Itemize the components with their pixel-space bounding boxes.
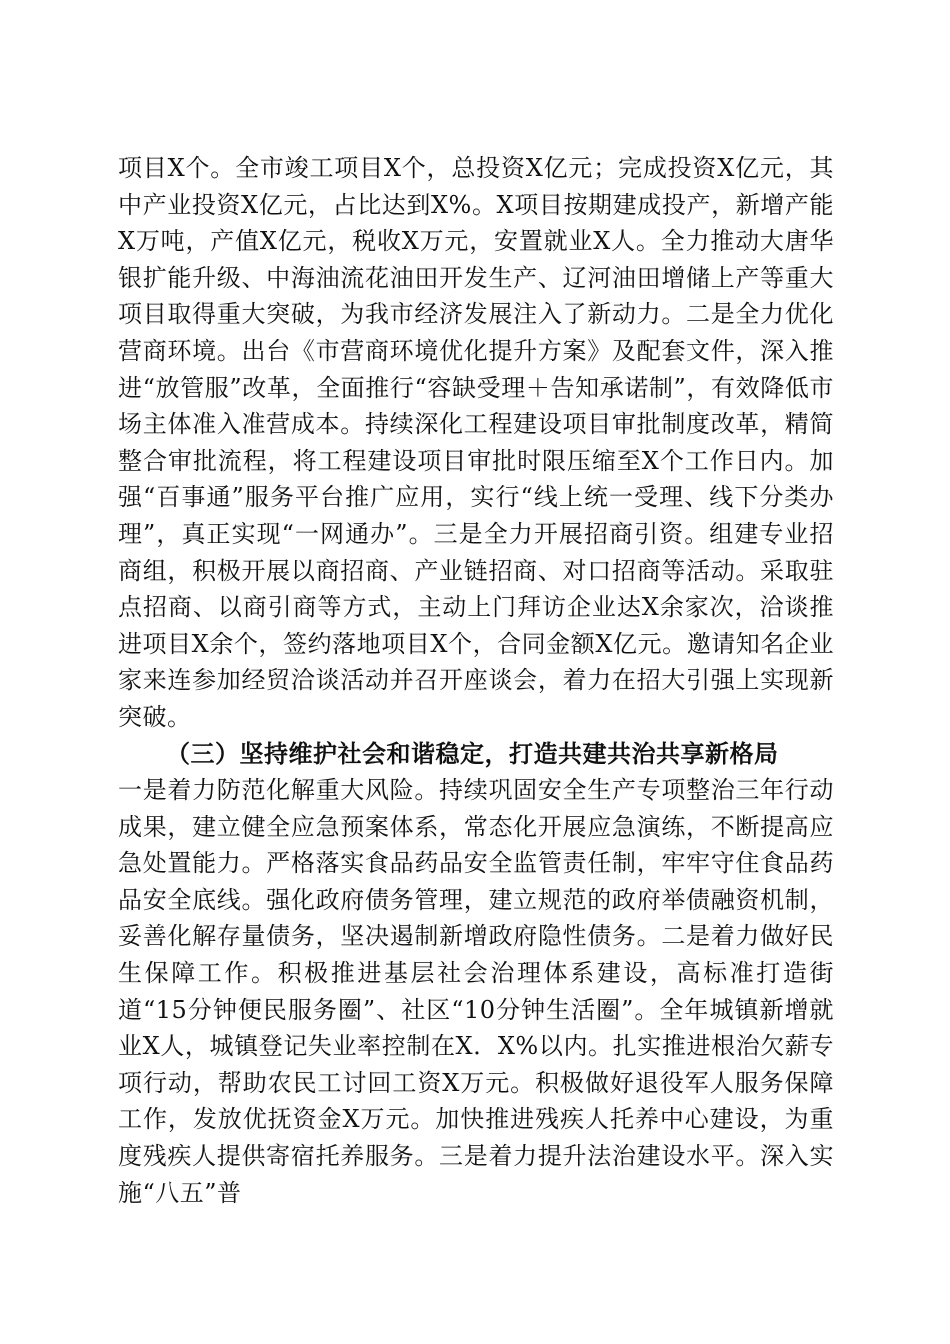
document-body	[118, 150, 834, 1211]
body-paragraph-stability: 一是着力防范化解重大风险。持续巩固安全生产专项整治三年行动成果，建立健全应急预案体系，常态化开展应急演练，不断提高应急处置能力。严格落实食品药品安全监管责任制，牢牢守住食品药品安全底线。强化政府债务管理，建立规范的政府举债融资机制，妥善化解存量债务，坚决遏制新增政府隐性债务。二是着力做好民生保障工作。积极推进基层社会治理体系建设，高标准打造街道“15分钟便民服务圈”、社区“10分钟生活圈”。全年城镇新增就业X人，城镇登记失业率控制在X．X%以内。扎实推进根治欠薪专项行动，帮助农民工讨回工资X万元。积极做好退役军人服务保障工作，发放优抚资金X万元。加快推进残疾人托养中心建设，为重度残疾人提供寄宿托养服务。三是着力提升法治建设水平。深入实施“八五”普	[118, 776, 834, 1207]
section-heading-three: （三）坚持维护社会和谐稳定，打造共建共治共享新格局	[166, 738, 779, 768]
body-paragraph-investment: 项目X个。全市竣工项目X个，总投资X亿元；完成投资X亿元，其中产业投资X亿元，占比达到X%。X项目按期建成投产，新增产能X万吨，产值X亿元，税收X万元，安置就业X人。全力推动大唐华银扩能升级、中海油流花油田开发生产、辽河油田增储上产等重大项目取得重大突破，为我市经济发展注入了新动力。二是全力优化营商环境。出台《市营商环境优化提升方案》及配套文件，深入推进“放管服”改革，全面推行“容缺受理＋告知承诺制”，有效降低市场主体准入准营成本。持续深化工程建设项目审批制度改革，精简整合审批流程，将工程建设项目审批时限压缩至X个工作日内。加强“百事通”服务平台推广应用，实行“线上统一受理、线下分类办理”，真正实现“一网通办”。三是全力开展招商引资。组建专业招商组，积极开展以商招商、产业链招商、对口招商等活动。采取驻点招商、以商引商等方式，主动上门拜访企业达X余家次，洽谈推进项目X余个，签约落地项目X个，合同金额X亿元。邀请知名企业家来连参加经贸洽谈活动并召开座谈会，着力在招大引强上实现新突破。	[118, 154, 834, 731]
